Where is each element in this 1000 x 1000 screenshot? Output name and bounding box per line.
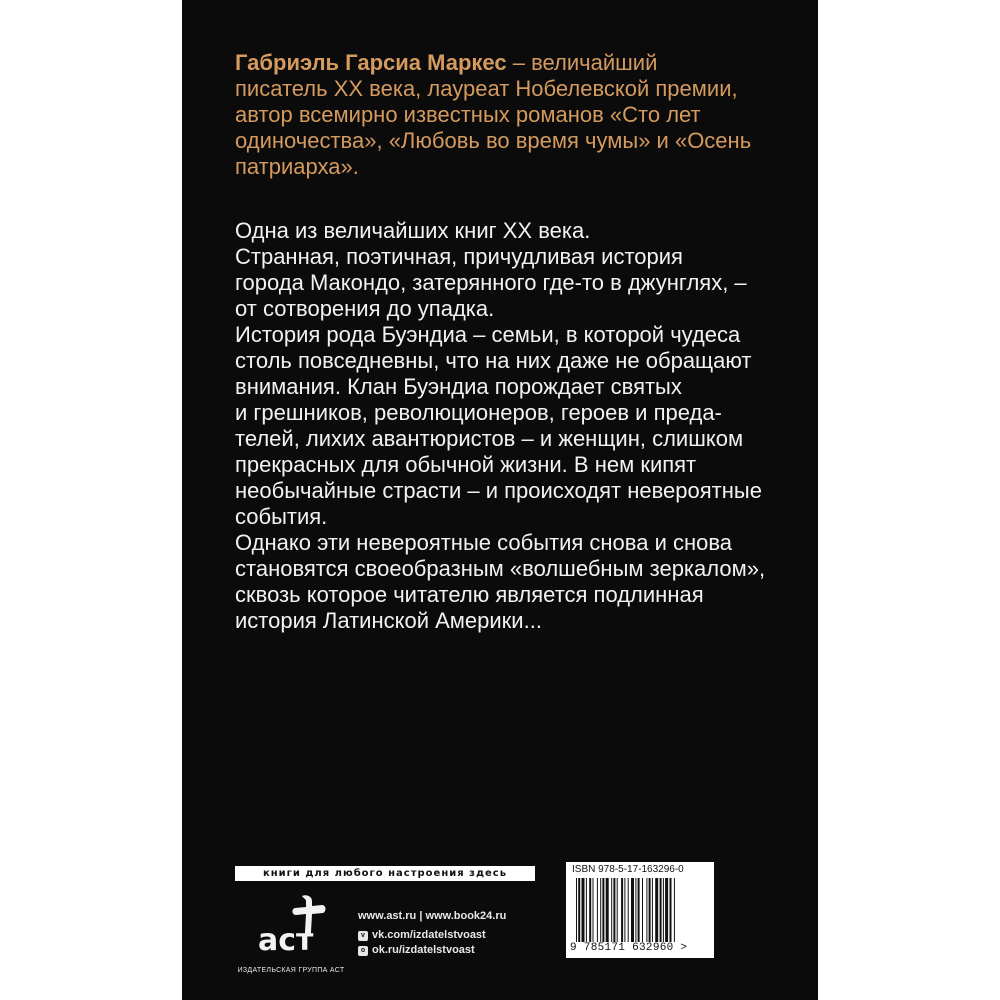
vk-icon: v xyxy=(358,931,368,941)
barcode-stripe xyxy=(642,878,643,942)
barcode-stripe xyxy=(589,878,591,942)
publisher-links xyxy=(358,907,506,960)
description-line: Одна из величайших книг XX века. xyxy=(235,218,591,243)
description-line: становятся своеобразным «волшебным зеркалом», xyxy=(235,556,766,581)
barcode-stripe xyxy=(613,878,615,942)
barcode-stripe xyxy=(649,878,651,942)
barcode-stripe xyxy=(621,878,623,942)
barcode-stripe xyxy=(665,878,668,942)
ast-logo xyxy=(240,892,340,962)
description-line: телей, лихих авантюристов – и женщин, слишком xyxy=(235,426,744,451)
barcode-stripe xyxy=(593,878,594,942)
barcode-stripe xyxy=(578,878,580,942)
author-bio-line1: – величайший xyxy=(506,50,658,75)
author-bio-line4: одиночества», «Любовь во время чумы» и «Осень xyxy=(235,128,752,153)
description-line: от сотворения до упадка. xyxy=(235,296,495,321)
tagline-bar: книги для любого настроения здесь xyxy=(235,866,535,881)
barcode-stripe xyxy=(635,878,636,942)
barcode-stripe xyxy=(602,878,604,942)
websites-link[interactable]: www.ast.ru | www.book24.ru xyxy=(358,910,507,922)
barcode-stripe xyxy=(597,878,598,942)
barcode-number: 9 785171 632960 > xyxy=(570,942,688,954)
description-line: события. xyxy=(235,504,328,529)
barcode-bars xyxy=(576,878,710,942)
author-bio-line2: писатель XX века, лауреат Нобелевской премии, xyxy=(235,76,738,101)
barcode-stripe xyxy=(674,878,675,942)
barcode-stripe xyxy=(652,878,653,942)
barcode-stripe xyxy=(586,878,587,942)
description-line: города Макондо, затерянного где-то в джунглях, – xyxy=(235,270,747,295)
barcode-stripe xyxy=(606,878,609,942)
author-bio xyxy=(235,50,795,180)
author-name: Габриэль Гарсиа Маркес xyxy=(235,50,507,75)
description-line: и грешников, революционеров, героев и преда- xyxy=(235,400,722,425)
description-line: прекрасных для обычной жизни. В нем кипят xyxy=(235,452,697,477)
isbn-label: ISBN 978-5-17-163296-0 xyxy=(572,864,684,875)
description-line: столь повседневны, что на них даже не обращают xyxy=(235,348,752,373)
barcode-stripe xyxy=(576,878,577,942)
barcode-stripe xyxy=(624,878,625,942)
barcode-stripe xyxy=(670,878,672,942)
barcode-stripe xyxy=(628,878,629,942)
barcode-stripe xyxy=(611,878,612,942)
description-line: История рода Буэндиа – семьи, в которой чудеса xyxy=(235,322,741,347)
book-description xyxy=(235,218,795,634)
publisher-name: ИЗДАТЕЛЬСКАЯ ГРУППА АСТ xyxy=(237,967,345,974)
barcode-stripe xyxy=(655,878,658,942)
barcode-stripe xyxy=(646,878,647,942)
description-line: сквозь которое читателю является подлинная xyxy=(235,582,704,607)
barcode-stripe xyxy=(600,878,601,942)
description-line: необычайные страсти – и происходят невероятные xyxy=(235,478,762,503)
author-bio-line3: автор всемирно известных романов «Сто лет xyxy=(235,102,701,127)
description-line: Странная, поэтичная, причудливая история xyxy=(235,244,683,269)
barcode-stripe xyxy=(660,878,662,942)
description-line: история Латинской Америки... xyxy=(235,608,542,633)
barcode-stripe xyxy=(638,878,640,942)
barcode-stripe xyxy=(663,878,664,942)
barcode-stripe xyxy=(617,878,618,942)
description-line: Однако эти невероятные события снова и снова xyxy=(235,530,733,555)
author-bio-line5: патриарха». xyxy=(235,154,359,179)
vk-link[interactable]: vk.com/izdatelstvoast xyxy=(372,929,486,941)
description-line: внимания. Клан Буэндиа порождает святых xyxy=(235,374,682,399)
websites-row xyxy=(358,907,506,926)
barcode-stripe xyxy=(582,878,585,942)
ast-logo-text: аст xyxy=(258,923,314,958)
ok-icon: o xyxy=(358,946,368,956)
barcode-panel xyxy=(566,862,714,958)
ok-link[interactable]: ok.ru/izdatelstvoast xyxy=(372,944,475,956)
barcode-stripe xyxy=(631,878,634,942)
